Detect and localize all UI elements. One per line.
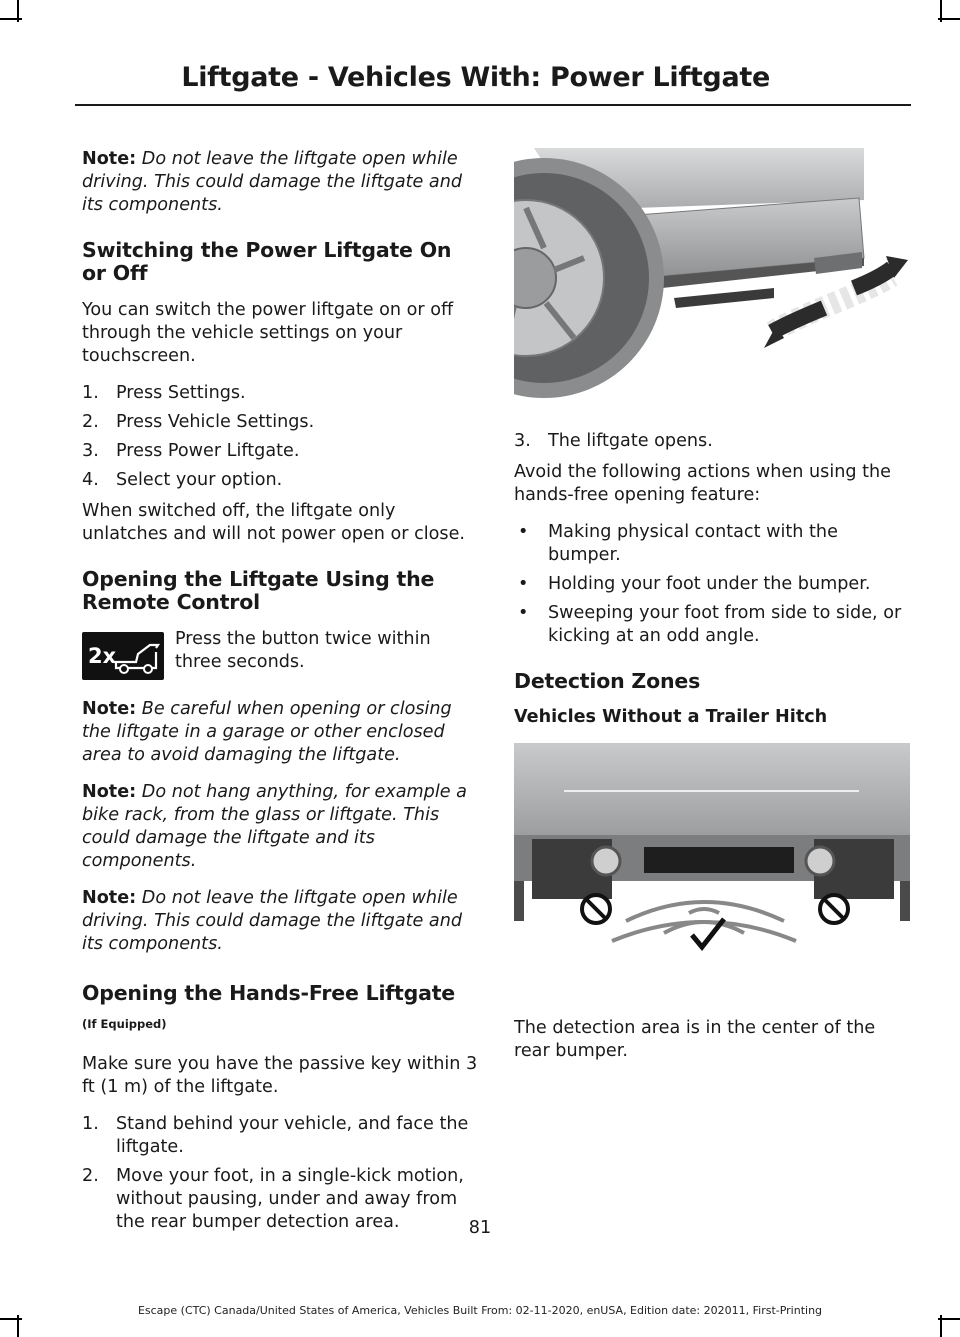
- hands-free-intro: Make sure you have the passive key within 3 ft (1 m) of the liftgate.: [82, 1054, 478, 1097]
- right-column: [514, 148, 914, 1077]
- crop-mark: [938, 18, 960, 20]
- list-item: 3. Press Power Liftgate.: [82, 441, 300, 461]
- remote-icon-label: 2x: [88, 644, 117, 668]
- note-garage: Note: Be careful when opening or closing the liftgate in a garage or other enclosed area to avoid damaging the liftgate.: [82, 699, 452, 765]
- list-item: 1. Stand behind your vehicle, and face the liftgate.: [82, 1114, 469, 1157]
- page-number: 81: [468, 1218, 492, 1238]
- crop-mark: [0, 18, 22, 20]
- liftgate-remote-icon: [82, 632, 164, 680]
- avoid-intro: Avoid the following actions when using the hands-free opening feature:: [514, 462, 891, 505]
- heading-remote-control: Opening the Liftgate Using the Remote Control: [82, 567, 435, 614]
- heading-switch-power-liftgate: Switching the Power Liftgate On or Off: [82, 238, 452, 285]
- note-liftgate-open-2: Note: Do not leave the liftgate open while driving. This could damage the liftgate and its components.: [82, 888, 463, 954]
- detection-zone-illustration: [514, 743, 910, 963]
- note-bike-rack: Note: Do not hang anything, for example a bike rack, from the glass or liftgate. This could damage the liftgate and its components.: [82, 782, 467, 871]
- detection-area-text: The detection area is in the center of the rear bumper.: [514, 1018, 876, 1061]
- list-item: • Sweeping your foot from side to side, or kicking at an odd angle.: [518, 603, 902, 646]
- note-label: Note:: [82, 149, 137, 169]
- list-item: • Making physical contact with the bumper.: [518, 522, 838, 565]
- crop-mark: [0, 1318, 22, 1320]
- if-equipped-label: (If Equipped): [82, 1017, 167, 1031]
- kick-motion-illustration: [514, 148, 910, 410]
- note-text: Do not leave the liftgate open while driving. This could damage the liftgate and its components.: [82, 149, 463, 215]
- note-liftgate-open-1: [82, 148, 482, 217]
- heading-without-trailer-hitch: Vehicles Without a Trailer Hitch: [514, 707, 828, 727]
- header-rule: [75, 104, 911, 106]
- heading-hands-free-liftgate: Opening the Hands-Free Liftgate: [82, 981, 456, 1005]
- page-header-title: Liftgate - Vehicles With: Power Liftgate: [181, 62, 770, 93]
- switch-steps-list: [82, 382, 482, 492]
- list-item: 3. The liftgate opens.: [514, 431, 713, 451]
- switch-intro: You can switch the power liftgate on or off through the vehicle settings on your touchscreen.: [82, 300, 454, 366]
- remote-instruction: [82, 628, 482, 688]
- crop-mark: [938, 1318, 960, 1320]
- list-item: 2. Press Vehicle Settings.: [82, 412, 315, 432]
- switch-outro: When switched off, the liftgate only unlatches and will not power open or close.: [82, 501, 465, 544]
- list-item: • Holding your foot under the bumper.: [518, 574, 871, 594]
- left-column: [82, 148, 482, 1242]
- list-item: 2. Move your foot, in a single-kick motion, without pausing, under and away from the rear bumper detection area.: [82, 1166, 464, 1232]
- step-3-list: [514, 430, 914, 453]
- list-item: 1. Press Settings.: [82, 383, 246, 403]
- list-item: 4. Select your option.: [82, 470, 283, 490]
- prohibited-icon: [820, 895, 848, 923]
- heading-detection-zones: Detection Zones: [514, 669, 701, 693]
- prohibited-icon: [582, 895, 610, 923]
- page-footer: Escape (CTC) Canada/United States of America, Vehicles Built From: 02-11-2020, enUSA, Edition date: 202011, First-Printing: [137, 1304, 823, 1317]
- avoid-list: [514, 521, 914, 648]
- remote-text: Press the button twice within three seconds.: [175, 629, 431, 672]
- hands-free-steps-list: [82, 1113, 482, 1234]
